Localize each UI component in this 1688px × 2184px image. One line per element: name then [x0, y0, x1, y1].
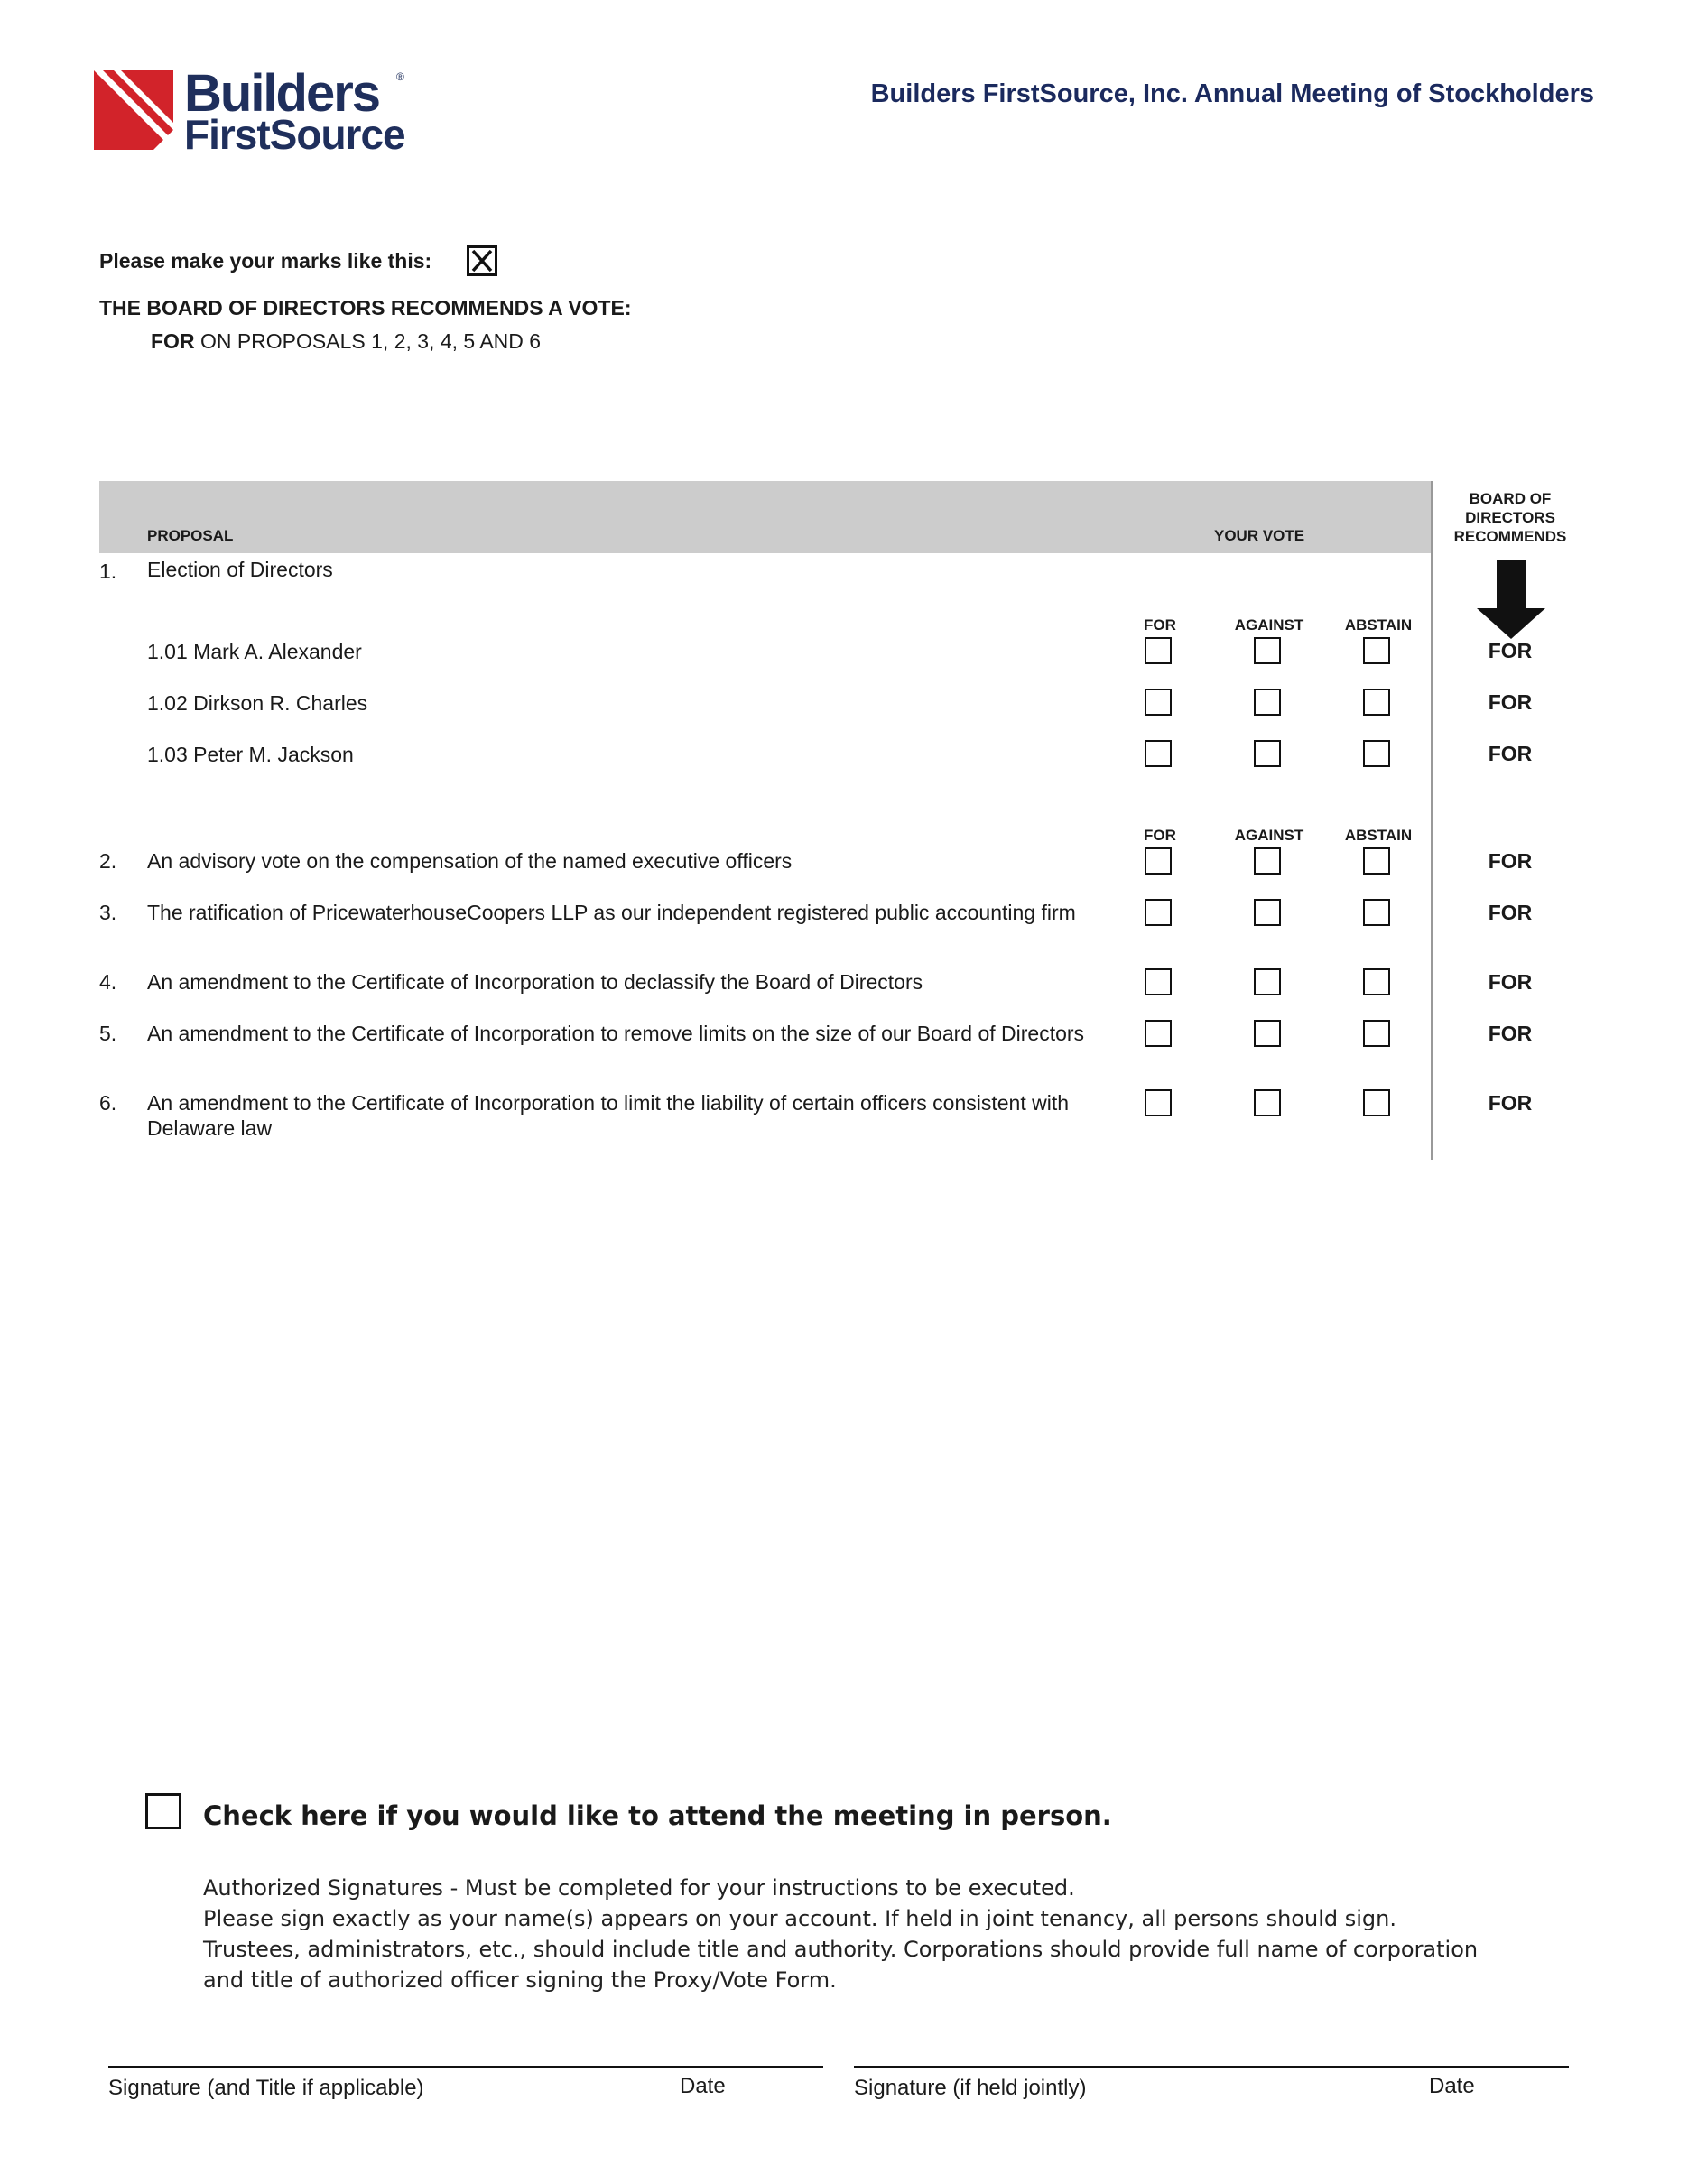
marks-instruction: Please make your marks like this:: [99, 249, 432, 273]
vote-for-checkbox[interactable]: [1145, 1089, 1172, 1116]
board-recommends-column-header: BOARD OF DIRECTORS RECOMMENDS: [1453, 490, 1567, 545]
x-mark-icon: [469, 248, 495, 273]
vote-against-checkbox[interactable]: [1254, 1020, 1281, 1047]
signature-line[interactable]: [108, 2066, 823, 2068]
vote-column-abstain: ABSTAIN: [1344, 616, 1413, 634]
joint-date-label: Date: [1429, 2074, 1475, 2098]
for-rest: ON PROPOSALS 1, 2, 3, 4, 5 AND 6: [199, 329, 542, 353]
page-title: Builders FirstSource, Inc. Annual Meeting of Stockholders: [870, 79, 1594, 108]
board-recommendation-summary: [151, 329, 541, 354]
signature-label: Signature (and Title if applicable): [108, 2076, 424, 2100]
proposal-text: An amendment to the Certificate of Incorporation to declassify the Board of Directors: [147, 970, 923, 994]
vote-abstain-checkbox[interactable]: [1363, 899, 1390, 926]
date-label: Date: [680, 2074, 726, 2098]
board-recommendation: FOR: [1488, 1091, 1533, 1115]
logo-word-firstsource: FirstSource: [184, 111, 405, 158]
board-recommendation-heading: THE BOARD OF DIRECTORS RECOMMENDS A VOTE:: [99, 296, 632, 319]
sample-mark-box: [467, 245, 497, 276]
nominee-label: 1.01 Mark A. Alexander: [147, 640, 362, 663]
attend-in-person-checkbox[interactable]: [145, 1793, 181, 1829]
nominee-label: 1.03 Peter M. Jackson: [147, 743, 354, 766]
vote-abstain-checkbox[interactable]: [1363, 637, 1390, 664]
proposal-text: An amendment to the Certificate of Incorporation to limit the liability of certain officers consistent with Delaware law: [147, 1091, 1070, 1140]
vote-for-checkbox[interactable]: [1145, 899, 1172, 926]
vote-for-checkbox[interactable]: [1145, 689, 1172, 716]
vote-column-abstain: ABSTAIN: [1344, 827, 1413, 844]
board-recommendation: FOR: [1488, 742, 1533, 765]
board-recommendation: FOR: [1488, 690, 1533, 714]
vote-against-checkbox[interactable]: [1254, 740, 1281, 767]
board-recommendation: FOR: [1488, 1022, 1533, 1045]
vote-abstain-checkbox[interactable]: [1363, 847, 1390, 875]
authorization-line-1: Authorized Signatures - Must be completed for your instructions to be executed.: [203, 1875, 1075, 1901]
proposal-text: An amendment to the Certificate of Incorporation to remove limits on the size of our Board of Directors: [147, 1022, 1085, 1045]
board-recommendation: FOR: [1488, 639, 1533, 662]
authorization-text: [203, 1873, 1485, 1995]
proposal-title: Election of Directors: [147, 558, 333, 581]
vote-abstain-checkbox[interactable]: [1363, 740, 1390, 767]
board-recommendation: FOR: [1488, 970, 1533, 994]
vote-column-for: FOR: [1144, 827, 1176, 844]
vote-column-against: AGAINST: [1234, 827, 1304, 844]
vote-for-checkbox[interactable]: [1145, 740, 1172, 767]
vote-against-checkbox[interactable]: [1254, 1089, 1281, 1116]
proposal-number: 4.: [99, 970, 117, 994]
proposal-number: 2.: [99, 849, 117, 873]
vote-for-checkbox[interactable]: [1145, 847, 1172, 875]
board-recommendation: FOR: [1488, 849, 1533, 873]
proposal-number: 5.: [99, 1022, 117, 1045]
proposal-column-header: PROPOSAL: [147, 527, 234, 544]
vote-for-checkbox[interactable]: [1145, 968, 1172, 995]
vote-abstain-checkbox[interactable]: [1363, 1020, 1390, 1047]
vote-abstain-checkbox[interactable]: [1363, 1089, 1390, 1116]
logo-mark-icon: [94, 70, 175, 152]
authorization-line-2: Please sign exactly as your name(s) appears on your account. If held in joint tenancy, all persons should sign. Trustees, administrators, etc., should include title and authority. Corporations should provide full name of corporation and title of authorized officer signing the Proxy/Vote Form.: [203, 1906, 1479, 1993]
proposal-number: 6.: [99, 1091, 117, 1115]
vote-column-against: AGAINST: [1234, 616, 1304, 634]
joint-signature-line[interactable]: [854, 2066, 1569, 2068]
recommendation-divider: [1431, 481, 1433, 1160]
attend-in-person-label: Check here if you would like to attend the meeting in person.: [203, 1800, 1112, 1831]
vote-against-checkbox[interactable]: [1254, 968, 1281, 995]
board-recommendation: FOR: [1488, 901, 1533, 924]
joint-signature-label: Signature (if held jointly): [854, 2076, 1087, 2100]
vote-column-for: FOR: [1144, 616, 1176, 634]
nominee-label: 1.02 Dirkson R. Charles: [147, 691, 368, 715]
vote-against-checkbox[interactable]: [1254, 637, 1281, 664]
proposal-number: 1.: [99, 560, 117, 583]
vote-for-checkbox[interactable]: [1145, 1020, 1172, 1047]
vote-for-checkbox[interactable]: [1145, 637, 1172, 664]
vote-abstain-checkbox[interactable]: [1363, 689, 1390, 716]
your-vote-column-header: YOUR VOTE: [1214, 527, 1305, 544]
vote-against-checkbox[interactable]: [1254, 847, 1281, 875]
vote-abstain-checkbox[interactable]: [1363, 968, 1390, 995]
proposal-text: The ratification of PricewaterhouseCoopers LLP as our independent registered public accounting firm: [147, 901, 1076, 924]
logo-word-builders: Builders: [184, 64, 380, 123]
proposal-text: An advisory vote on the compensation of the named executive officers: [147, 849, 793, 873]
for-word: FOR: [151, 329, 195, 353]
proposal-number: 3.: [99, 901, 117, 924]
company-logo: [94, 64, 419, 159]
vote-against-checkbox[interactable]: [1254, 899, 1281, 926]
vote-against-checkbox[interactable]: [1254, 689, 1281, 716]
logo-registered-mark: ®: [396, 70, 404, 83]
down-arrow-icon: [1475, 560, 1547, 641]
